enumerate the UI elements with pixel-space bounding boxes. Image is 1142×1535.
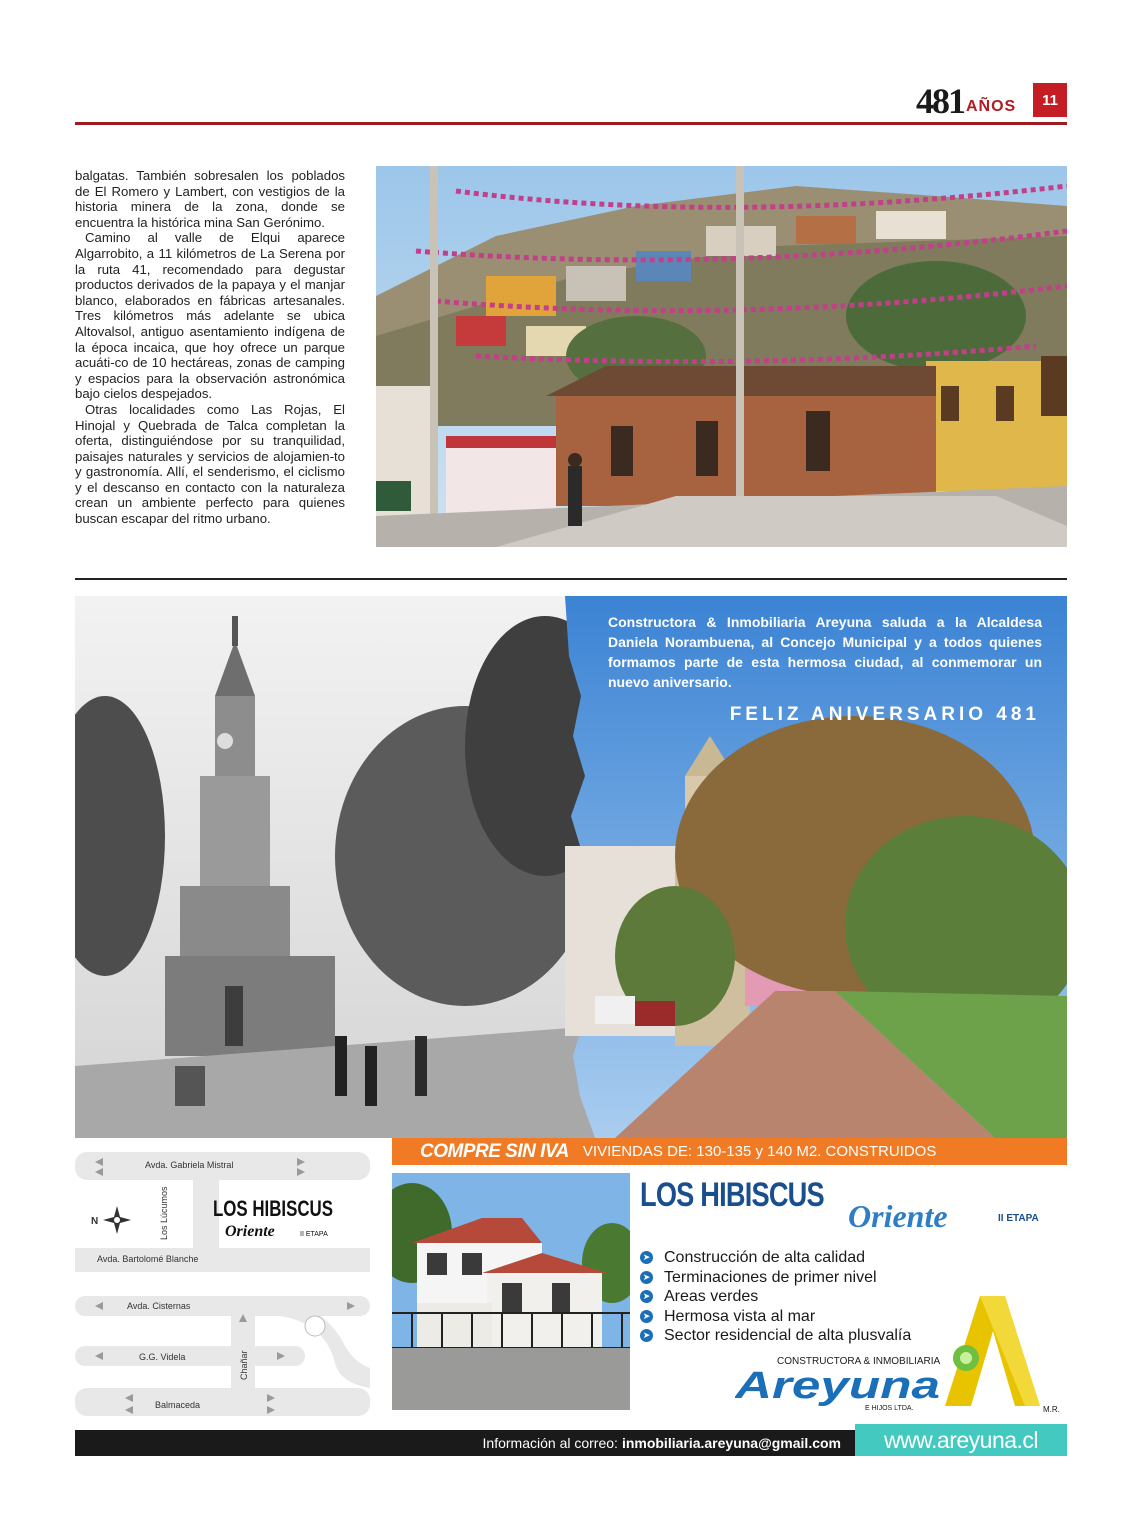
- map-logo-title: LOS HIBISCUS: [213, 1196, 333, 1221]
- company-sub: E HIJOS LTDA.: [865, 1405, 914, 1412]
- project-stage: II ETAPA: [998, 1213, 1039, 1224]
- header-rule: [75, 122, 1067, 125]
- trademark: M.R.: [1043, 1405, 1060, 1414]
- project-logo: [640, 1176, 1060, 1236]
- company-line: CONSTRUCTORA & INMOBILIARIA: [777, 1356, 941, 1367]
- map-street-label: Avda. Cisternas: [127, 1301, 191, 1311]
- map-vertical-label: Chañar: [239, 1350, 249, 1380]
- contact-email[interactable]: inmobiliaria.areyuna@gmail.com: [621, 1435, 841, 1451]
- feature-label: Terminaciones de primer nivel: [664, 1268, 877, 1286]
- article-paragraph: Otras localidades como Las Rojas, El Hinojal y Quebrada de Talca completan la oferta, distinguiéndose por su tranquilidad, paisajes naturales y servicios de alojamien-to y gastronomía. Allí, el senderismo, el ciclismo y el descanso en contacto con la naturaleza crean un ambiente perfecto para quienes buscan escapar del ritmo urbano.: [75, 401, 345, 527]
- map-logo-stage: II ETAPA: [300, 1231, 328, 1238]
- section-divider: [75, 578, 1067, 580]
- project-title: LOS HIBISCUS: [640, 1176, 824, 1214]
- map-street-label: G.G. Videla: [139, 1352, 186, 1362]
- company-logo: [735, 1296, 1065, 1416]
- brand-word: AÑOS: [966, 98, 1017, 115]
- arrow-icon: ➤: [640, 1251, 653, 1264]
- street-photo: [376, 166, 1067, 547]
- list-item: [640, 1248, 911, 1268]
- promo-bold: COMPRE SIN IVA: [420, 1140, 569, 1162]
- map-street-label: Avda. Bartolomé Blanche: [97, 1254, 199, 1264]
- feature-label: Hermosa vista al mar: [664, 1307, 816, 1325]
- promo-text: VIVIENDAS DE: 130-135 y 140 M2. CONSTRUIDOS: [582, 1143, 937, 1160]
- article-paragraph: balgatas. También sobresalen los poblados de El Romero y Lambert, con vestigios de la historia minera de la zona, donde se encuentra la histórica mina San Gerónimo.: [75, 168, 345, 230]
- map-street-label: Avda. Gabriela Mistral: [145, 1160, 234, 1170]
- page-number: 11: [1033, 83, 1067, 117]
- feature-label: Sector residencial de alta plusvalía: [664, 1327, 912, 1344]
- section-brand: [916, 80, 1017, 121]
- arrow-icon: ➤: [640, 1290, 653, 1303]
- feature-label: Areas verdes: [664, 1288, 759, 1305]
- promo-bar: [392, 1138, 1067, 1165]
- contact-label: Información al correo:: [482, 1435, 618, 1451]
- map-logo-script: Oriente: [225, 1223, 275, 1240]
- list-item: [640, 1268, 911, 1288]
- compass-letter: N: [91, 1216, 99, 1227]
- map-vertical-label: Los Lúcumos: [159, 1186, 169, 1240]
- contact-bar: [75, 1430, 855, 1456]
- location-map: [75, 1148, 375, 1420]
- map-street-label: Balmaceda: [155, 1400, 201, 1410]
- project-script: Oriente: [848, 1198, 948, 1234]
- article-paragraph: Camino al valle de Elqui aparece Algarrobito, a 11 kilómetros de La Serena por la ruta 41, recomendado para degustar productos derivados de la papaya y el manjar blanco, elaborados en fábricas artesanales. Tres kilómetros más adelante se ubica Altovalsol, antiguo asentamiento indígena de la época incaica, que hoy ofrece un parque acuáti-co de 10 hectáreas, zonas de camping y espacios para la observación astronómica bajo cielos despejados.: [75, 230, 345, 402]
- arrow-icon: ➤: [640, 1329, 653, 1342]
- ad-anniversary: FELIZ ANIVERSARIO 481: [729, 704, 1040, 725]
- feature-label: Construcción de alta calidad: [664, 1249, 866, 1266]
- ad-greeting: Constructora & Inmobiliaria Areyuna saluda a la Alcaldesa Daniela Norambuena, al Concejo Municipal y a todos quienes formamos parte de esta hermosa ciudad, al conmemorar un nuevo aniversario.: [608, 614, 1042, 690]
- website-link[interactable]: www.areyuna.cl: [855, 1424, 1067, 1456]
- article-text: [75, 168, 345, 527]
- arrow-icon: ➤: [640, 1271, 653, 1284]
- company-name: Areyuna: [735, 1365, 940, 1407]
- arrow-icon: ➤: [640, 1310, 653, 1323]
- brand-number: 481: [916, 81, 964, 121]
- house-photo: [392, 1173, 630, 1410]
